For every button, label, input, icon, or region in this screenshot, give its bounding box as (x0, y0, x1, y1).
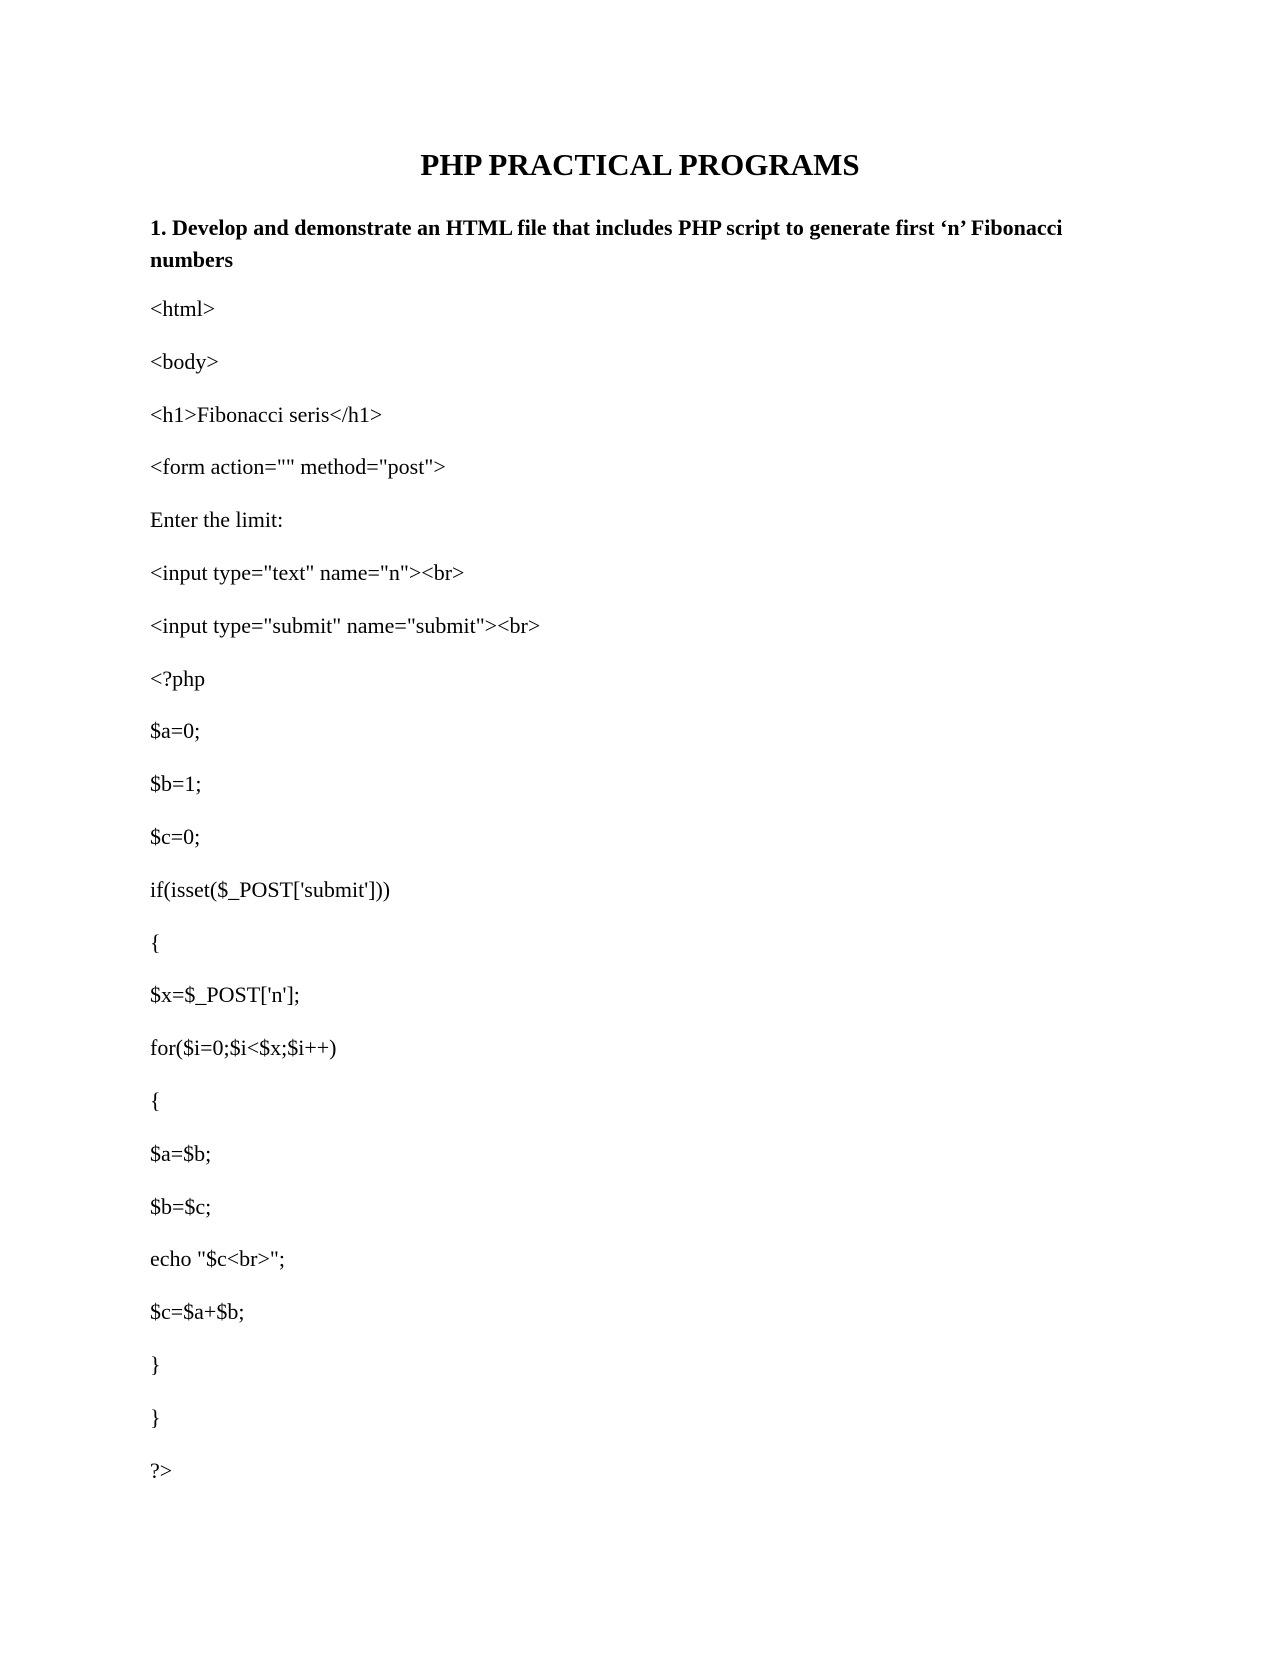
code-line: <h1>Fibonacci seris</h1> (150, 401, 383, 427)
code-line: } (150, 1351, 161, 1377)
code-line: for($i=0;$i<$x;$i++) (150, 1035, 337, 1061)
code-line: <body> (150, 348, 219, 374)
code-line: $a=0; (150, 718, 201, 744)
code-listing (150, 294, 1150, 1508)
code-line: $b=$c; (150, 1193, 212, 1219)
code-line: <input type="submit" name="submit"><br> (150, 612, 541, 638)
code-line: $c=$a+$b; (150, 1299, 245, 1325)
question-heading: 1. Develop and demonstrate an HTML file that includes PHP script to generate first ‘n’ Fibonacci numbers (150, 215, 1063, 272)
code-line: { (150, 929, 161, 955)
code-line: { (150, 1087, 161, 1113)
code-line: <html> (150, 296, 216, 321)
code-line: $a=$b; (150, 1140, 212, 1166)
code-line: $c=0; (150, 823, 201, 849)
code-line: <?php (150, 665, 206, 691)
code-line: <input type="text" name="n"><br> (150, 559, 465, 585)
code-line: ?> (150, 1457, 173, 1483)
code-line: } (150, 1404, 161, 1430)
code-line: $x=$_POST['n']; (150, 982, 300, 1008)
code-line: <form action="" method="post"> (150, 454, 446, 480)
code-line: Enter the limit: (150, 507, 284, 533)
code-line: $b=1; (150, 771, 202, 797)
code-line: echo "$c<br>"; (150, 1246, 286, 1272)
page-title: PHP PRACTICAL PROGRAMS (420, 147, 860, 182)
code-line: if(isset($_POST['submit'])) (150, 876, 391, 902)
